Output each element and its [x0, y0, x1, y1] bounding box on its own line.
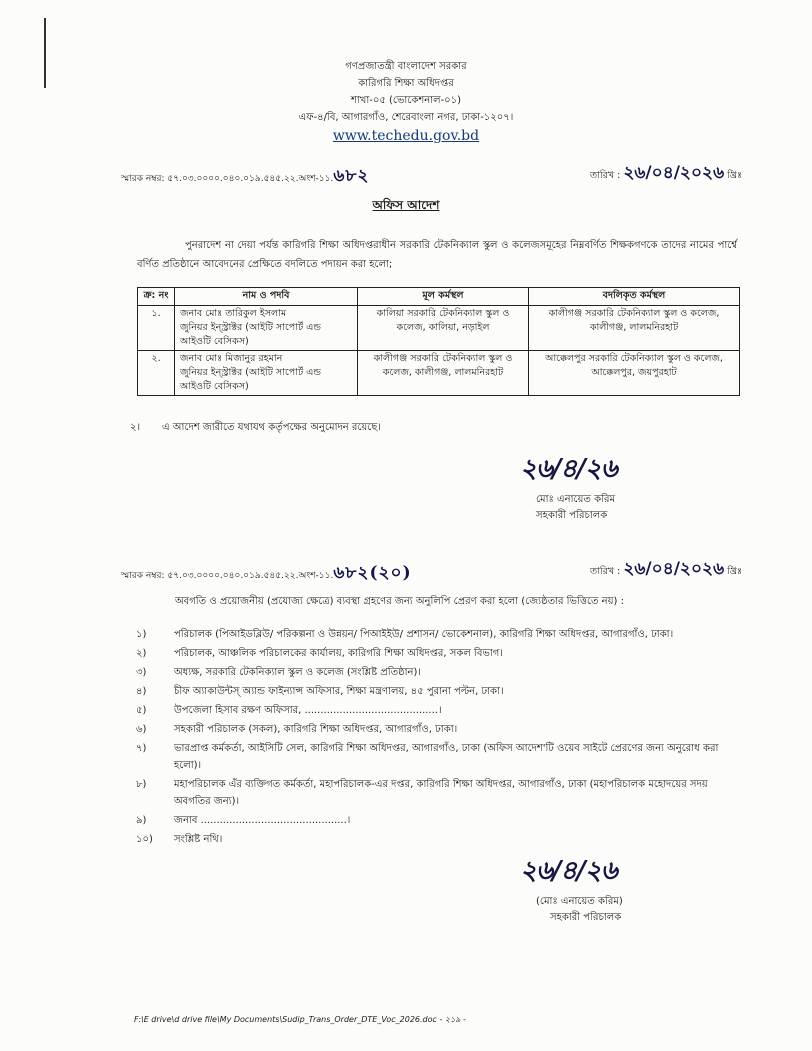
teacher-name: জনাব মোঃ তারিকুল ইসলাম: [180, 308, 287, 319]
memo-handwritten-number: ৬৮২: [333, 166, 370, 186]
cell-transferred: কালীগঞ্জ সরকারি টেকনিক্যাল স্কুল ও কলেজ, কালীগঞ্জ, লালমনিরহাট: [529, 306, 740, 351]
handwritten-signature: ২৬/৪/২৬: [520, 856, 617, 886]
list-item: ৯) জনাব ..............................................।: [136, 815, 351, 826]
date-value: ২৬/০৪/২০২৬: [623, 559, 725, 579]
address: এফ-৪/বি, আগারগাঁও, শেরেবাংলা নগর, ঢাকা-১২০৭।: [298, 112, 514, 123]
col-header-original: মূল কর্মস্থল: [358, 288, 529, 306]
teacher-designation: জুনিয়র ইন্স্ট্রাক্টর (আইটি সাপোর্ট এন্ড আইওটি বেসিকস): [180, 322, 321, 347]
date-suffix: খ্রিঃ: [727, 566, 743, 577]
order-title: অফিস আদেশ: [372, 198, 440, 212]
cell-name: [175, 351, 358, 396]
cell-transferred: আক্কেলপুর সরকারি টেকনিক্যাল স্কুল ও কলেজ, আক্কেলপুর, জয়পুরহাট: [529, 351, 740, 396]
department-name: কারিগরি শিক্ষা অধিদপ্তর: [358, 78, 454, 89]
paragraph-text: পুনরাদেশ না দেয়া পর্যন্ত কারিগরি শিক্ষা অধিদপ্তরাধীন সরকারি টেকনিক্যাল স্কুল ও কলেজসমূহের নিম্নবর্ণিত শিক্ষকগণকে তাদের নামের পার্শ্বে বর্ণিত প্রতিষ্ঠানে আবেদনের প্রেক্ষিতে বদলিতে পদায়ন করা হলো;: [137, 240, 737, 270]
memo-number-1: [121, 163, 369, 191]
transfer-table: [137, 287, 740, 396]
table-row: [138, 351, 740, 396]
list-item: ৪) চীফ অ্যাকাউন্টস্ অ্যান্ড ফাইন্যান্স অফিসার, শিক্ষা মন্ত্রণালয়, ৪৫ পুরানা পল্টন, ঢাকা।: [136, 686, 504, 697]
signature-block-2: [520, 850, 623, 926]
cell-sl: ২.: [138, 351, 175, 396]
letterhead: [0, 58, 812, 146]
cell-sl: ১.: [138, 306, 175, 351]
signatory-name: মোঃ এনায়েত করিম: [536, 494, 615, 505]
list-item: ৫) উপজেলা হিসাব রক্ষণ অফিসার, ..........................................।: [136, 705, 442, 716]
cc-list: [136, 626, 742, 850]
memo-label: স্মারক নম্বর: ৫৭.০৩.০০০০.০৪০.০১৯.৫৪৫.২২.অংশ-১১.: [121, 174, 334, 184]
cell-original: কালিয়া সরকারি টেকনিক্যাল স্কুল ও কলেজ, কালিয়া, নড়াইল: [358, 306, 529, 351]
signatory-designation: সহকারী পরিচালক: [550, 912, 622, 923]
file-path-footer: F:\E drive\d drive file\My Documents\Sudip_Trans_Order_DTE_Voc_2026.doc - ২১৯ -: [134, 1015, 466, 1024]
list-item: ৬) সহকারী পরিচালক (সকল), কারিগরি শিক্ষা অধিদপ্তর, আগারগাঁও, ঢাকা।: [136, 724, 458, 735]
approval-note: [130, 420, 381, 437]
memo-date-1: [590, 160, 742, 188]
table-header-row: [138, 288, 740, 306]
list-item: ২) পরিচালক, আঞ্চলিক পরিচালকের কার্যালয়, কারিগরি শিক্ষা অধিদপ্তর, সকল বিভাগ।: [136, 648, 503, 659]
memo-number-2: [121, 560, 412, 588]
signature-block-1: [520, 448, 616, 524]
date-suffix: খ্রিঃ: [727, 170, 743, 181]
table-row: [138, 306, 740, 351]
col-header-transferred: বদলিকৃত কর্মস্থল: [529, 288, 740, 306]
approval-number: ২।: [130, 422, 141, 433]
branch-name: শাখা-০৫ (ভোকেশনাল-০১): [350, 95, 462, 106]
memo-date-2: [590, 556, 742, 584]
memo-handwritten-number: ৬৮২(২০): [333, 563, 412, 583]
date-label: তারিখ :: [590, 566, 621, 577]
col-header-sl: ক্র: নং: [138, 288, 175, 306]
order-paragraph: [137, 236, 737, 274]
date-value: ২৬/০৪/২০২৬: [623, 163, 725, 183]
list-item: ৮) মহাপরিচালক এঁর ব্যক্তিগত কর্মকর্তা, মহাপরিচালক-এর দপ্তর, কারিগরি শিক্ষা অধিদপ্তর, আগারগাঁও, ঢাকা (মহাপরিচালক মহোদয়ের সদয় অবগতির জন্য)।: [136, 779, 708, 807]
cell-original: কালীগঞ্জ সরকারি টেকনিক্যাল স্কুল ও কলেজ, কালীগঞ্জ, লালমনিরহাট: [358, 351, 529, 396]
teacher-designation: জুনিয়র ইন্স্ট্রাক্টর (আইটি সাপোর্ট এন্ড আইওটি বেসিকস): [180, 367, 321, 392]
approval-text: এ আদেশ জারীতে যথাযথ কর্তৃপক্ষের অনুমোদন রয়েছে।: [162, 422, 381, 433]
list-item: ১) পরিচালক (পিআইডব্লিউ/ পরিকল্পনা ও উন্নয়ন/ পিআইইউ/ প্রশাসন/ ভোকেশনাল), কারিগরি শিক্ষা অধিদপ্তর, আগারগাঁও, ঢাকা।: [136, 629, 674, 640]
govt-name: গণপ্রজাতন্ত্রী বাংলাদেশ সরকার: [345, 61, 467, 72]
list-item: ৩) অধ্যক্ষ, সরকারি টেকনিক্যাল স্কুল ও কলেজ (সংশ্লিষ্ট প্রতিষ্ঠান)।: [136, 667, 421, 678]
memo-label: স্মারক নম্বর: ৫৭.০৩.০০০০.০৪০.০১৯.৫৪৫.২২.অংশ-১১.: [121, 571, 334, 581]
signatory-name: (মোঃ এনায়েত করিম): [536, 896, 623, 907]
signatory-designation: সহকারী পরিচালক: [536, 510, 608, 521]
handwritten-signature: ২৬/৪/২৬: [520, 454, 617, 484]
cell-name: [175, 306, 358, 351]
col-header-name: নাম ও পদবি: [175, 288, 358, 306]
teacher-name: জনাব মোঃ মিজানুর রহমান: [180, 353, 283, 364]
list-item: ১০) সংশ্লিষ্ট নথি।: [136, 834, 223, 845]
website-link[interactable]: www.techedu.gov.bd: [332, 128, 480, 144]
date-label: তারিখ :: [590, 170, 621, 181]
list-item: ৭) ভারপ্রাপ্ত কর্মকর্তা, আইসিটি সেল, কারিগরি শিক্ষা অধিদপ্তর, আগারগাঁও, ঢাকা (অফিস আদেশ'টি ওয়েব সাইটে প্রেরণের জন্য অনুরোধ করা হলো)।: [136, 743, 719, 771]
cc-intro: অবগতি ও প্রয়োজনীয় (প্রযোজ্য ক্ষেত্রে) ব্যবস্থা গ্রহণের জন্য অনুলিপি প্রেরণ করা হলো (জ্যেষ্ঠতার ভিত্তিতে নয়) :: [175, 596, 624, 607]
